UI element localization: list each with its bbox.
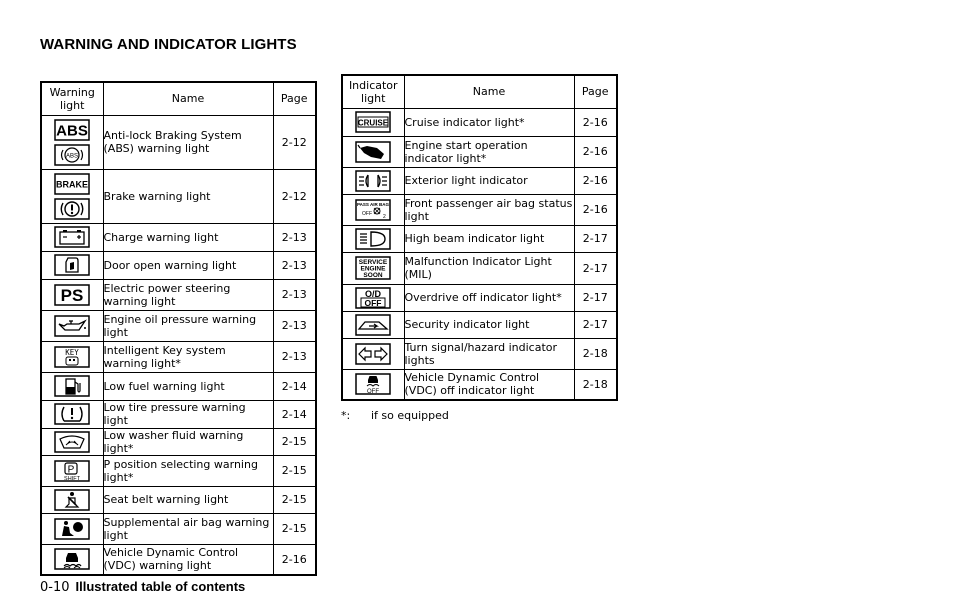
shift-icon-text: SHIFT xyxy=(64,475,81,482)
table-row xyxy=(41,486,316,513)
table-row xyxy=(342,338,617,369)
light-name: Turn signal/hazard indicator lights xyxy=(404,338,574,369)
icon-cell xyxy=(41,251,103,279)
light-name: Door open warning light xyxy=(103,251,273,279)
table-header-row xyxy=(342,75,617,108)
overdrive-off-icon xyxy=(355,287,391,309)
page-number: 0-10 xyxy=(40,580,70,595)
svg-text:P: P xyxy=(67,464,75,475)
light-name: Electric power steering warning light xyxy=(103,279,273,310)
light-name: Intelligent Key system warning light* xyxy=(103,341,273,372)
table-row xyxy=(342,167,617,194)
page-ref: 2-13 xyxy=(273,251,316,279)
brake-icon-text: BRAKE xyxy=(56,179,89,189)
icon-cell xyxy=(342,252,404,284)
col-header-name: Name xyxy=(103,82,273,115)
col-header-indicator-light: Indicator light xyxy=(342,75,404,108)
abs-small-text: ABS xyxy=(66,153,79,159)
warning-lights-table xyxy=(40,81,317,576)
footnote-mark: *: xyxy=(341,409,351,422)
cruise-icon-text: CRUISE xyxy=(358,118,389,128)
light-name: Exterior light indicator xyxy=(404,167,574,194)
icon-cell xyxy=(342,194,404,225)
page-ref: 2-15 xyxy=(273,428,316,455)
icon-cell xyxy=(41,400,103,428)
light-name: Low tire pressure warning light xyxy=(103,400,273,428)
icon-cell xyxy=(342,225,404,252)
table-row xyxy=(342,194,617,225)
tire-pressure-icon xyxy=(54,403,90,425)
svg-text:OFF: OFF xyxy=(362,210,373,217)
icon-cell xyxy=(342,284,404,311)
cruise-icon xyxy=(355,111,391,133)
service-engine-soon-icon xyxy=(355,256,391,280)
page-ref: 2-16 xyxy=(574,167,617,194)
light-name: Cruise indicator light* xyxy=(404,108,574,136)
table-row xyxy=(41,513,316,544)
light-name: Seat belt warning light xyxy=(103,486,273,513)
section-title: Illustrated table of contents xyxy=(75,579,246,594)
icon-cell xyxy=(41,372,103,400)
page-ref: 2-16 xyxy=(574,136,617,167)
abs-circle-icon xyxy=(54,144,90,166)
light-name: Vehicle Dynamic Control (VDC) off indicator light xyxy=(404,369,574,400)
page-ref: 2-15 xyxy=(273,486,316,513)
brake-text-icon xyxy=(54,173,90,195)
washer-fluid-icon xyxy=(54,431,90,453)
brake-circle-icon xyxy=(54,198,90,220)
icon-cell xyxy=(41,341,103,372)
icon-cell xyxy=(342,311,404,338)
page-ref: 2-17 xyxy=(574,284,617,311)
vdc-off-icon xyxy=(355,373,391,395)
table-row xyxy=(41,223,316,251)
light-name: Supplemental air bag warning light xyxy=(103,513,273,544)
icon-cell xyxy=(41,486,103,513)
page-ref: 2-13 xyxy=(273,223,316,251)
page-footer xyxy=(40,578,245,595)
page-ref: 2-17 xyxy=(574,252,617,284)
battery-icon xyxy=(54,226,90,248)
light-name: Low fuel warning light xyxy=(103,372,273,400)
icon-cell xyxy=(41,513,103,544)
seat-belt-icon xyxy=(54,489,90,511)
footnote-text: if so equipped xyxy=(371,409,449,422)
page-ref: 2-17 xyxy=(574,311,617,338)
table-header-row xyxy=(41,82,316,115)
table-row xyxy=(41,455,316,486)
page-heading: WARNING AND INDICATOR LIGHTS xyxy=(40,36,297,53)
table-row xyxy=(41,251,316,279)
table-row xyxy=(41,400,316,428)
icon-cell xyxy=(342,369,404,400)
col-header-warning-light: Warning light xyxy=(41,82,103,115)
icon-cell xyxy=(41,544,103,575)
light-name: Malfunction Indicator Light (MIL) xyxy=(404,252,574,284)
table-row xyxy=(41,428,316,455)
icon-cell xyxy=(342,338,404,369)
footnote xyxy=(341,409,449,422)
fuel-pump-icon xyxy=(54,375,90,397)
page-ref: 2-13 xyxy=(273,341,316,372)
icon-cell xyxy=(342,167,404,194)
light-name: Security indicator light xyxy=(404,311,574,338)
table-row xyxy=(41,544,316,575)
light-name: Front passenger air bag status light xyxy=(404,194,574,225)
icon-cell xyxy=(41,169,103,223)
col-header-page: Page xyxy=(574,75,617,108)
icon-cell xyxy=(41,115,103,169)
power-steering-icon xyxy=(54,284,90,306)
page-ref: 2-14 xyxy=(273,372,316,400)
light-name: Overdrive off indicator light* xyxy=(404,284,574,311)
page-ref: 2-12 xyxy=(273,169,316,223)
security-icon xyxy=(355,314,391,336)
icon-cell xyxy=(41,428,103,455)
light-name: P position selecting warning light* xyxy=(103,455,273,486)
table-row xyxy=(342,108,617,136)
page-ref: 2-15 xyxy=(273,513,316,544)
vdc-off-text: OFF xyxy=(367,389,380,396)
key-icon-text: KEY xyxy=(65,347,80,357)
page-ref: 2-18 xyxy=(574,369,617,400)
light-name: Vehicle Dynamic Control (VDC) warning light xyxy=(103,544,273,575)
abs-icon-text: ABS xyxy=(56,122,89,139)
page-ref: 2-18 xyxy=(574,338,617,369)
vdc-icon xyxy=(54,548,90,570)
icon-cell xyxy=(41,279,103,310)
light-name: Brake warning light xyxy=(103,169,273,223)
light-name: Engine oil pressure warning light xyxy=(103,310,273,341)
light-name: Engine start operation indicator light* xyxy=(404,136,574,167)
table-row xyxy=(41,279,316,310)
light-name: Low washer fluid warning light* xyxy=(103,428,273,455)
engine-start-icon xyxy=(355,141,391,163)
icon-cell xyxy=(342,136,404,167)
table-row xyxy=(342,225,617,252)
icon-cell xyxy=(342,108,404,136)
turn-signal-icon xyxy=(355,343,391,365)
table-row xyxy=(342,252,617,284)
table-row xyxy=(41,115,316,169)
table-row xyxy=(41,341,316,372)
page-ref: 2-15 xyxy=(273,455,316,486)
table-row xyxy=(342,136,617,167)
icon-cell xyxy=(41,455,103,486)
air-bag-icon xyxy=(54,518,90,540)
intelligent-key-icon xyxy=(54,346,90,368)
table-row xyxy=(342,369,617,400)
svg-text:OFF: OFF xyxy=(364,297,382,308)
high-beam-icon xyxy=(355,228,391,250)
p-shift-icon xyxy=(54,460,90,482)
abs-text-icon xyxy=(54,119,90,141)
page-ref: 2-13 xyxy=(273,279,316,310)
exterior-light-icon xyxy=(355,170,391,192)
svg-text:SOON: SOON xyxy=(363,272,383,279)
page-ref: 2-14 xyxy=(273,400,316,428)
page-ref: 2-17 xyxy=(574,225,617,252)
passenger-airbag-icon xyxy=(355,199,391,221)
table-row xyxy=(342,284,617,311)
ps-icon-text: PS xyxy=(60,285,84,305)
table-row xyxy=(41,372,316,400)
col-header-page: Page xyxy=(273,82,316,115)
svg-text:2: 2 xyxy=(383,213,387,220)
icon-cell xyxy=(41,223,103,251)
page-ref: 2-16 xyxy=(273,544,316,575)
page-ref: 2-16 xyxy=(574,194,617,225)
page-ref: 2-16 xyxy=(574,108,617,136)
light-name: High beam indicator light xyxy=(404,225,574,252)
table-row xyxy=(41,310,316,341)
door-open-icon xyxy=(54,254,90,276)
page-ref: 2-12 xyxy=(273,115,316,169)
table-row xyxy=(342,311,617,338)
page-ref: 2-13 xyxy=(273,310,316,341)
svg-text:O/D: O/D xyxy=(365,288,382,299)
table-row xyxy=(41,169,316,223)
col-header-name: Name xyxy=(404,75,574,108)
oil-can-icon xyxy=(54,315,90,337)
pass-airbag-text: PASS AIR BAG xyxy=(357,201,390,207)
svg-text:ENGINE: ENGINE xyxy=(360,265,386,273)
icon-cell xyxy=(41,310,103,341)
light-name: Charge warning light xyxy=(103,223,273,251)
svg-text:SERVICE: SERVICE xyxy=(359,259,388,266)
light-name: Anti-lock Braking System (ABS) warning light xyxy=(103,115,273,169)
indicator-lights-table xyxy=(341,74,618,401)
